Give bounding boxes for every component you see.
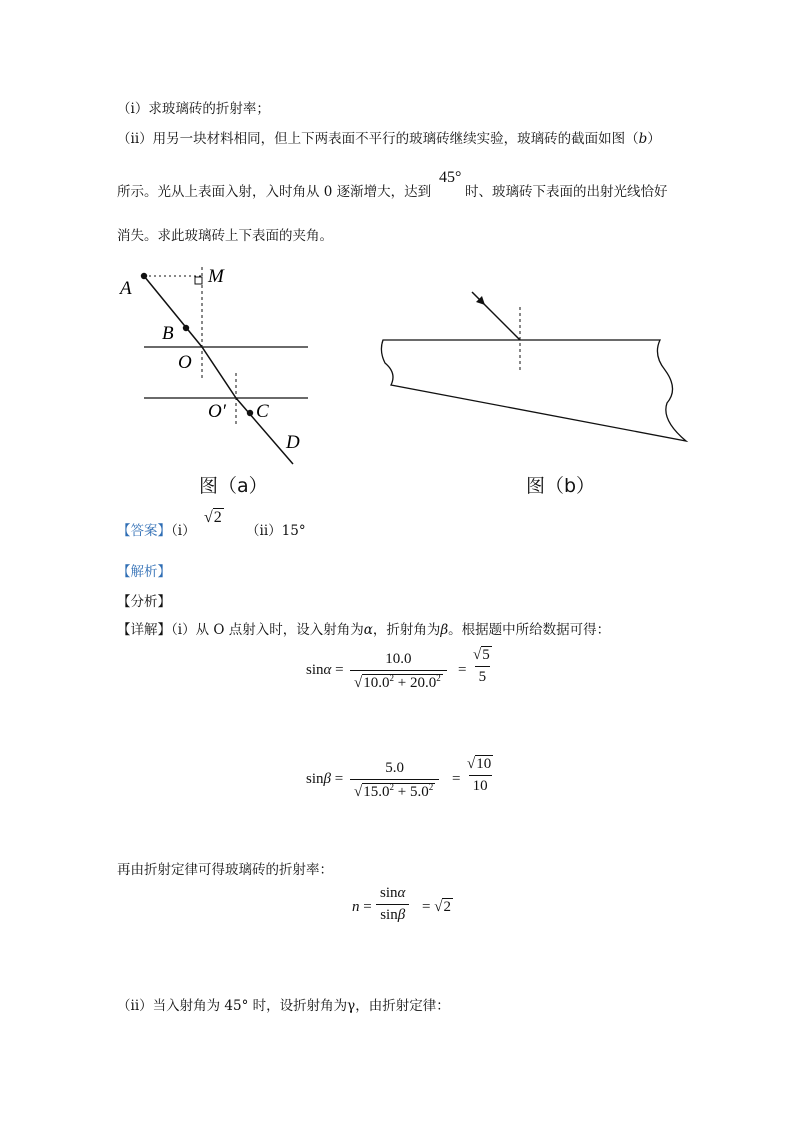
question-part-2-line-2 <box>117 186 431 200</box>
eq3-fraction <box>376 886 409 923</box>
question-part-2-text: （ii）用另一块材料相同，但上下两表面不平行的玻璃砖继续实验，玻璃砖的截面如图（ <box>117 131 639 147</box>
figure-a-point-c <box>247 410 253 416</box>
eq1-lhs <box>306 663 344 678</box>
eq1-numerator: 10.0 <box>385 651 412 667</box>
fenxi-tag: 【分析】 <box>117 594 171 610</box>
question-part-2-line-1 <box>117 133 661 147</box>
eq2-sin: sin <box>306 771 324 787</box>
detail-tag: 【详解】 <box>117 622 171 638</box>
figure-a-label-b: B <box>162 323 174 344</box>
eq2-rhs <box>463 757 497 794</box>
eq2-den-b: 5.0 <box>409 784 429 800</box>
eq3-equals-2: = <box>422 899 431 915</box>
figure-a-label-c: C <box>256 401 269 422</box>
eq2-numerator: 5.0 <box>385 760 404 776</box>
question-part-2-text-b: 时、玻璃砖下表面的出射光线恰好 <box>465 184 668 200</box>
answer-tag: 【答案】 <box>117 523 171 539</box>
eq1-alpha: α <box>323 662 332 678</box>
eq3-numerator <box>376 886 409 904</box>
eq2-fraction <box>350 761 439 800</box>
question-part-2-line-3: 消失。求此玻璃砖上下表面的夹角。 <box>117 228 333 244</box>
eq1-rhs-den: 5 <box>475 666 491 685</box>
question-part-1: （i）求玻璃砖的折射率； <box>117 101 270 117</box>
answer-sqrt2-value: 2 <box>213 509 222 526</box>
eq1-rhs-radicand: 5 <box>482 647 490 663</box>
angle-45: 45° <box>439 169 462 186</box>
detail-text-c: 。根据题中所给数据可得： <box>448 622 611 638</box>
figure-a-diagram <box>110 255 330 470</box>
eq1-sin: sin <box>306 662 324 678</box>
eq2-rhs-num: √10 <box>467 756 492 772</box>
eq2-exp-b: 2 <box>428 782 434 792</box>
eq1-denominator: √10.0$^2$ + 20.0$^2$ <box>350 670 447 691</box>
eq3-rhs-radicand: 2 <box>443 899 451 915</box>
alpha-symbol: α <box>363 622 373 638</box>
figure-a-ray <box>144 276 293 464</box>
eq1-fraction <box>350 652 447 691</box>
eq3-equals: = <box>363 899 372 915</box>
figure-a-label-o-prime: O′ <box>208 401 226 422</box>
eq3-num-alpha: α <box>397 885 406 901</box>
question-part-2-close: ） <box>647 131 661 147</box>
answer-part-2: （ii）15° <box>246 523 306 539</box>
eq3-den-beta: β <box>397 907 406 923</box>
figure-a-label-m: M <box>208 266 224 287</box>
eq1-plus: + <box>397 675 407 691</box>
eq3-num-sin: sin <box>380 885 398 901</box>
eq2-rhs-radicand: 10 <box>476 756 492 772</box>
eq1-exp-a: 2 <box>389 673 394 683</box>
question-part-2-text-a: 所示。光从上表面入射，入时角从 0 逐渐增大，达到 <box>117 184 432 200</box>
figure-b-diagram <box>375 285 695 450</box>
eq2-rhs-den: 10 <box>469 775 492 794</box>
eq3-lhs <box>352 900 372 915</box>
answer-sqrt2: √2 <box>204 509 222 526</box>
eq2-denominator: $√15.0^2 + 5.0^2$ <box>350 779 439 800</box>
eq2-den-a: 15.0 <box>363 784 390 800</box>
refraction-law-text: 再由折射定律可得玻璃砖的折射率： <box>117 862 333 878</box>
eq3-denominator <box>376 904 409 923</box>
eq1-exp-b: 2 <box>436 673 441 683</box>
eq1-den-a: 10.0 <box>363 675 390 691</box>
eq3-den-sin: sin <box>380 907 398 923</box>
eq1-den-b: 20.0 <box>409 675 437 691</box>
eq1-rhs-num: √5 <box>473 647 490 663</box>
eq1-rhs <box>469 648 496 685</box>
beta-symbol: β <box>440 622 449 638</box>
answer-part-1: （i） <box>171 523 196 539</box>
eq2-equals-2: = <box>452 771 461 787</box>
detail-line <box>117 624 610 638</box>
detail-text-a: （i）从 O 点射入时，设入射角为 <box>171 622 364 638</box>
eq1-equals-2: = <box>458 662 467 678</box>
figure-a-point-b <box>183 325 189 331</box>
figure-a-label-d: D <box>286 432 300 453</box>
eq2-plus: + <box>397 784 407 800</box>
detail-text-b: ，折射角为 <box>372 622 441 638</box>
eq3-rhs: = √2 <box>422 899 451 915</box>
eq3-n: n <box>352 899 360 915</box>
eq2-equals: = <box>334 771 344 787</box>
eq2-radicand <box>362 783 435 800</box>
figure-a-right-angle <box>195 277 202 284</box>
figure-a-label-o: O <box>178 352 192 373</box>
figure-a-caption: 图（a） <box>199 475 268 497</box>
part-ii-text: （ii）当入射角为 45° 时，设折射角为γ，由折射定律： <box>117 998 450 1014</box>
eq2-beta: β <box>323 771 331 787</box>
figure-a-label-a: A <box>120 278 132 299</box>
answer-line <box>117 525 196 539</box>
analysis-tag: 【解析】 <box>117 564 171 580</box>
figure-b-ref: b <box>638 131 648 147</box>
eq2-lhs <box>306 772 343 787</box>
figure-b-caption: 图（b） <box>526 475 596 497</box>
eq1-equals: = <box>335 662 344 678</box>
eq1-radicand <box>362 674 442 691</box>
figure-a-point-a <box>141 273 147 279</box>
figure-b-glass-block <box>381 340 686 441</box>
eq2-exp-a: 2 <box>389 782 394 792</box>
